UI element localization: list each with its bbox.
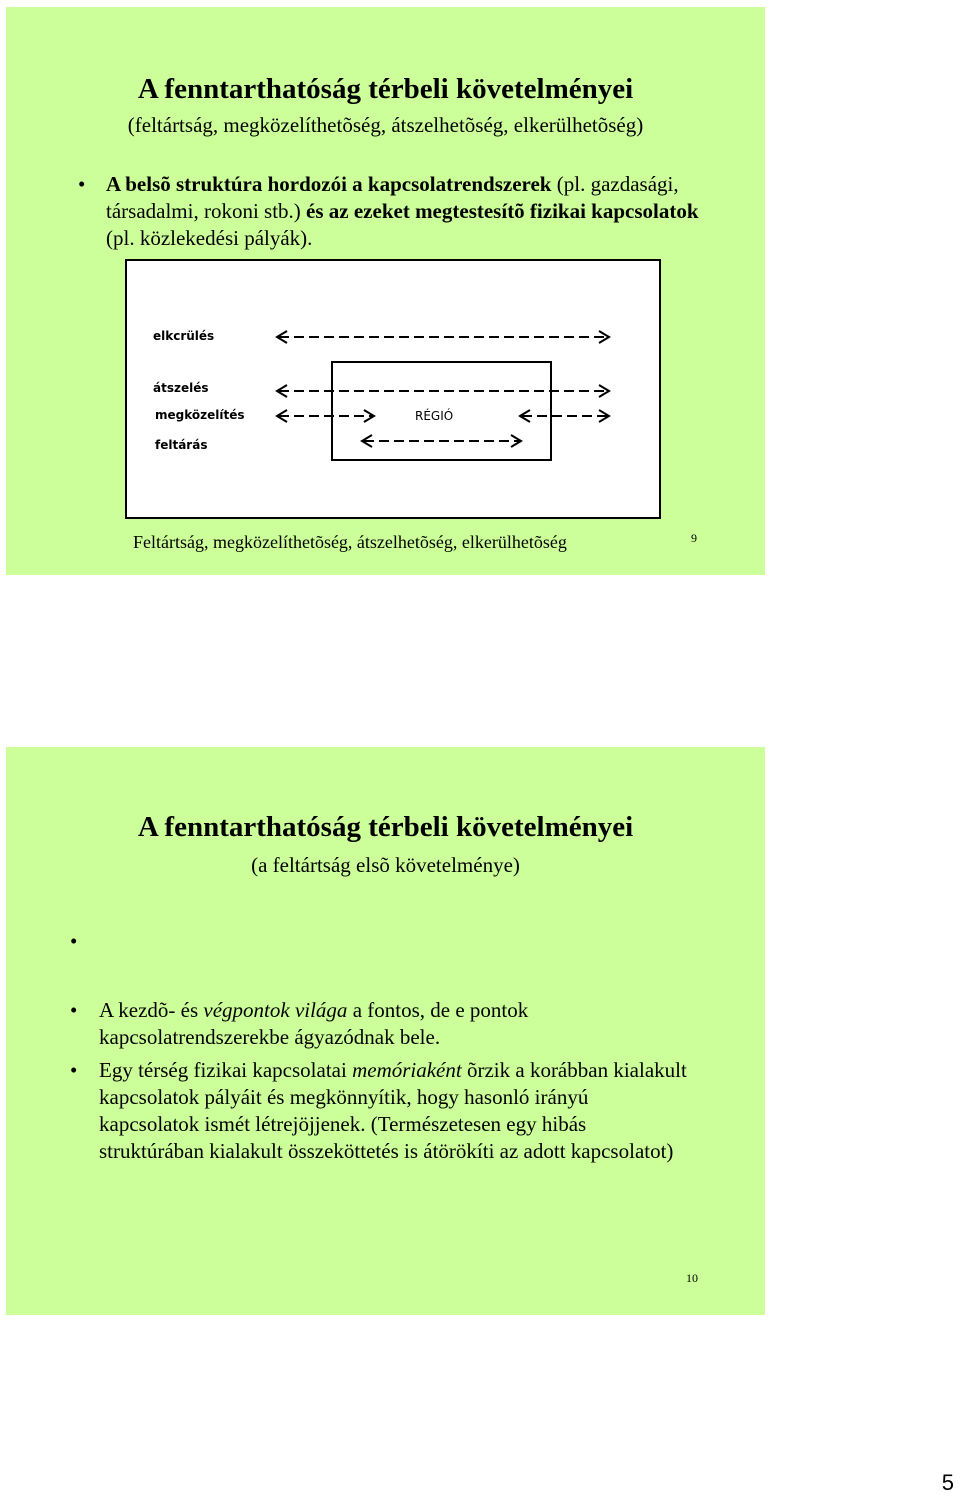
bullet-bold-text: és az ezeket megtestesítõ fizikai kapcsolatok (306, 199, 699, 223)
list-item (70, 1057, 689, 1165)
page-number: 5 (941, 1470, 954, 1495)
empty-bullet: • (70, 929, 78, 953)
label-atszeles: átszelés (153, 381, 209, 395)
bullet-list (70, 997, 689, 1165)
bullet-list (78, 171, 726, 252)
slide-subtitle: (feltártság, megközelíthetõség, átszelhetõség, elkerülhetõség) (127, 113, 644, 137)
bullet-text: a fontos, de e pontok kapcsolatrendszerekbe ágyazódnak bele. (99, 998, 529, 1049)
bullet-icon: • (70, 998, 78, 1022)
bullet-text: A kezdõ- és (99, 998, 204, 1022)
list-item (78, 171, 726, 252)
slide-title: A fenntarthatóság térbeli követelményei (137, 73, 634, 105)
region-label: RÉGIÓ (415, 409, 454, 423)
bullet-text: Egy térség fizikai kapcsolatai (99, 1058, 353, 1082)
bullet-bold-text: A belsõ struktúra hordozói a kapcsolatrendszerek (106, 172, 552, 196)
label-megkozelites: megközelítés (155, 408, 245, 422)
region-diagram (125, 259, 661, 519)
slide-subtitle: (a feltártság elsõ követelménye) (251, 853, 520, 877)
slide-10 (6, 747, 765, 1315)
bullet-text: õrzik a korábban kialakult kapcsolatok pályáit és megkönnyítik, hogy hasonló irányú kapcsolatok ismét létrejöjjenek. (Természetesen egy hibás struktúrában kialakult összeköttetés is átörökíti az adott kapcsolatot) (99, 1058, 687, 1163)
slide-9 (6, 7, 765, 575)
label-elkerules: elkcrülés (153, 329, 215, 343)
slide-page-number: 10 (686, 1271, 698, 1285)
diagram-caption: Feltártság, megközelíthetõség, átszelhetõség, elkerülhetõség (133, 532, 567, 552)
list-item (70, 997, 689, 1051)
bullet-icon: • (70, 1058, 78, 1082)
bullet-icon: • (78, 172, 86, 196)
label-feltaras: feltárás (155, 438, 208, 452)
bullet-italic-text: végpontok világa (203, 998, 348, 1022)
bullet-text: (pl. gazdasági, társadalmi, rokoni stb.) (106, 172, 679, 223)
slide-title: A fenntarthatóság térbeli követelményei (137, 811, 634, 843)
bullet-text: (pl. közlekedési pályák). (106, 226, 313, 250)
bullet-italic-text: memóriaként (352, 1058, 462, 1082)
slide-page-number: 9 (691, 531, 697, 545)
